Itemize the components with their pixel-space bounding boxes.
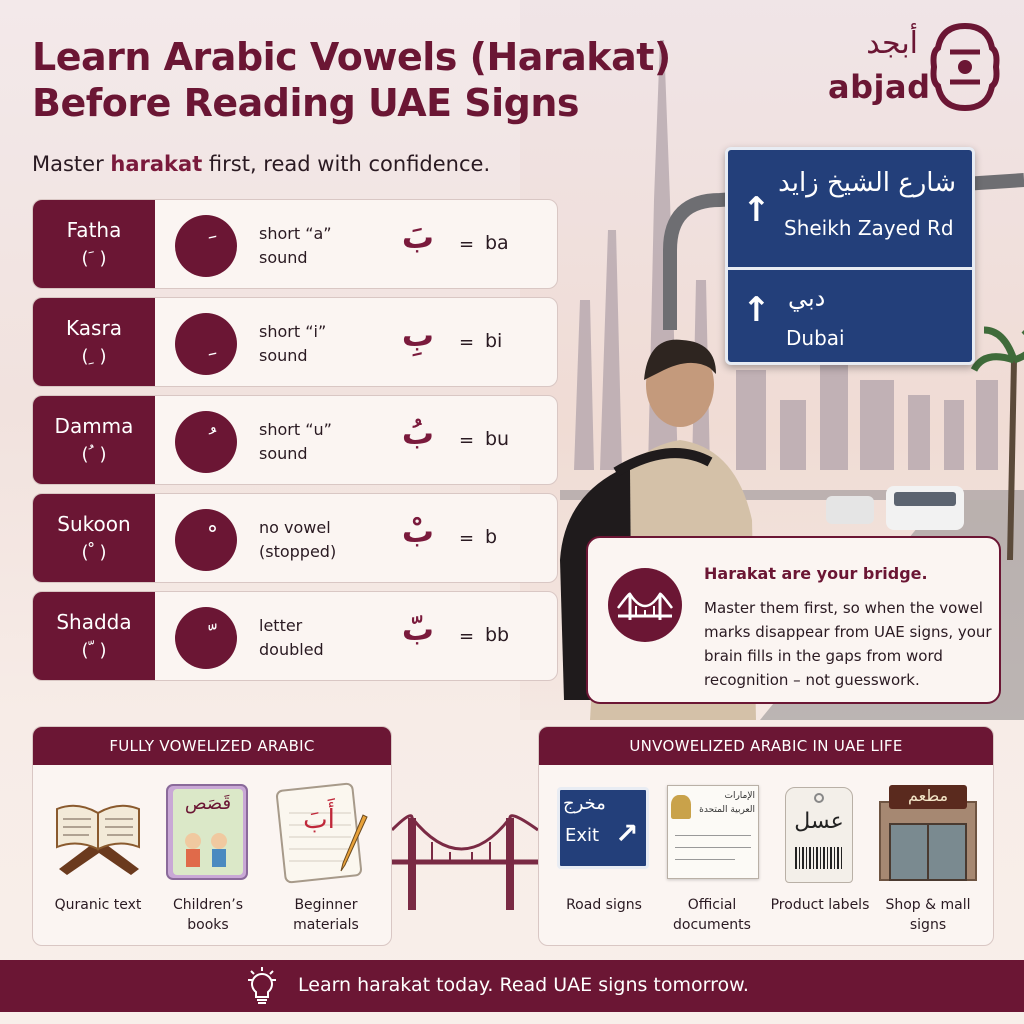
item-official-documents [657, 779, 767, 935]
label-text: عسل [794, 809, 844, 834]
harakat-mark: ( َ ) [81, 248, 107, 269]
abjad-logo [826, 20, 1006, 112]
arabic-example: بَ [401, 218, 435, 256]
transliteration: b [485, 526, 498, 548]
subtitle-bold: harakat [110, 152, 203, 176]
bridge-body: Master them first, so when the vowel marks disappear from UAE signs, your brain fills in the gaps from word recognition – not guesswork. [704, 599, 992, 689]
harakat-mark: ( ّ ) [81, 640, 107, 661]
doc-line-2: العربية المتحدة [699, 805, 755, 815]
harakat-row-sukoon [32, 493, 558, 583]
arabic-example: بّ [401, 610, 435, 648]
item-shop-signs [873, 779, 983, 935]
subtitle-pre: Master [32, 152, 111, 176]
harakat-mark: ( ُ ) [81, 444, 107, 465]
harakat-label [33, 200, 155, 288]
harakat-name: Fatha [66, 218, 122, 242]
harakat-name: Kasra [66, 316, 122, 340]
desc-line-2: sound [259, 444, 308, 463]
arrow-up-icon: ↑ [742, 290, 771, 330]
harakat-symbol-circle [175, 607, 237, 669]
document-icon [657, 779, 767, 887]
harakat-name: Damma [54, 414, 134, 438]
footer-text: Learn harakat today. Read UAE signs tomorrow. [298, 974, 749, 996]
harakat-label [33, 592, 155, 680]
product-label-icon [765, 779, 875, 887]
logo-latin: abjad [828, 68, 931, 106]
notebook-icon [271, 779, 381, 887]
harakat-name: Sukoon [57, 512, 131, 536]
sign-top-english: Sheikh Zayed Rd [784, 216, 954, 240]
desc-line-1: short “a” [259, 224, 332, 243]
harakat-name: Shadda [56, 610, 132, 634]
desc-line-2: sound [259, 248, 308, 267]
logo-arabic: أبجد [866, 26, 918, 61]
quran-book-icon [43, 779, 153, 887]
item-road-signs [549, 779, 659, 915]
desc-line-1: no vowel [259, 518, 331, 537]
notebook-text: أَبَ [303, 805, 335, 835]
desc-line-1: short “i” [259, 322, 327, 341]
equals-sign: = [459, 332, 475, 353]
vowelized-panel [32, 726, 392, 946]
harakat-symbol-circle [175, 313, 237, 375]
arrow-up-icon: ↑ [742, 190, 771, 230]
lightbulb-icon [244, 966, 280, 1006]
exit-sign-icon [549, 779, 659, 887]
sign-top-arabic: شارع الشيخ زايد [778, 168, 956, 198]
bridge-callout [586, 536, 1001, 704]
item-caption: Product labels [770, 897, 870, 913]
sign-bottom-arabic: دبي [788, 284, 826, 312]
transliteration: ba [485, 232, 509, 254]
bridge-title: Harakat are your bridge. [704, 564, 928, 583]
shop-front-icon [873, 779, 983, 887]
harakat-row-fatha [32, 199, 558, 289]
arabic-example: بُ [401, 414, 435, 452]
desc-line-1: short “u” [259, 420, 332, 439]
desc-line-2: (stopped) [259, 542, 337, 561]
harakat-description [259, 222, 369, 270]
equals-sign: = [459, 234, 475, 255]
logo-mark-icon [930, 22, 1000, 112]
harakat-mark: ( ِ ) [81, 346, 107, 367]
harakat-label [33, 494, 155, 582]
title-line-1: Learn Arabic Vowels (Harakat) [32, 35, 671, 79]
title-line-2: Before Reading UAE Signs [32, 81, 580, 125]
transliteration: bb [485, 624, 510, 646]
doc-line-1: الإمارات [724, 791, 755, 801]
exit-arabic: مخرج [563, 793, 606, 814]
item-childrens-books [153, 779, 263, 935]
desc-line-2: sound [259, 346, 308, 365]
equals-sign: = [459, 430, 475, 451]
arabic-example: بْ [401, 512, 435, 550]
harakat-row-damma [32, 395, 558, 485]
shop-sign-text: مطعم [907, 786, 949, 805]
arrow-up-right-icon: ↗ [615, 817, 639, 850]
unvowelized-panel [538, 726, 994, 946]
harakat-description [259, 516, 369, 564]
desc-line-2: doubled [259, 640, 324, 659]
harakat-label [33, 396, 155, 484]
harakat-row-kasra [32, 297, 558, 387]
item-caption: Children’s books [173, 897, 243, 933]
vowelized-heading: FULLY VOWELIZED ARABIC [33, 727, 391, 765]
desc-line-1: letter [259, 616, 303, 635]
harakat-symbol-circle [175, 411, 237, 473]
harakat-symbol-circle [175, 215, 237, 277]
bridge-illustration-icon [392, 790, 538, 920]
book-cover-text: قَصَص [184, 793, 232, 814]
sign-bottom-english: Dubai [786, 326, 845, 350]
road-sign [725, 147, 975, 365]
item-caption: Beginner materials [293, 897, 359, 933]
transliteration: bu [485, 428, 510, 450]
item-caption: Shop & mall signs [885, 897, 971, 933]
transliteration: bi [485, 330, 503, 352]
harakat-description [259, 418, 369, 466]
subtitle [32, 152, 490, 176]
item-product-labels [765, 779, 875, 915]
harakat-label [33, 298, 155, 386]
bridge-icon [608, 568, 682, 642]
harakat-symbol-circle [175, 509, 237, 571]
exit-english: Exit [565, 825, 600, 846]
item-beginner-materials [271, 779, 381, 935]
harakat-row-shadda [32, 591, 558, 681]
item-caption: Official documents [673, 897, 751, 933]
sign-divider [728, 267, 972, 270]
item-caption: Quranic text [54, 897, 142, 913]
item-quranic-text [43, 779, 153, 915]
item-caption: Road signs [566, 897, 642, 913]
page-title [32, 34, 672, 126]
harakat-mark: ( ْ ) [81, 542, 107, 563]
harakat-description [259, 320, 369, 368]
harakat-description [259, 614, 369, 662]
equals-sign: = [459, 626, 475, 647]
unvowelized-heading: UNVOWELIZED ARABIC IN UAE LIFE [539, 727, 993, 765]
barcode-icon [795, 847, 843, 869]
footer-banner [0, 960, 1024, 1012]
childrens-book-icon [153, 779, 263, 887]
equals-sign: = [459, 528, 475, 549]
subtitle-post: first, read with confidence. [202, 152, 491, 176]
emblem-icon [671, 795, 691, 819]
arabic-example: بِ [401, 316, 435, 354]
